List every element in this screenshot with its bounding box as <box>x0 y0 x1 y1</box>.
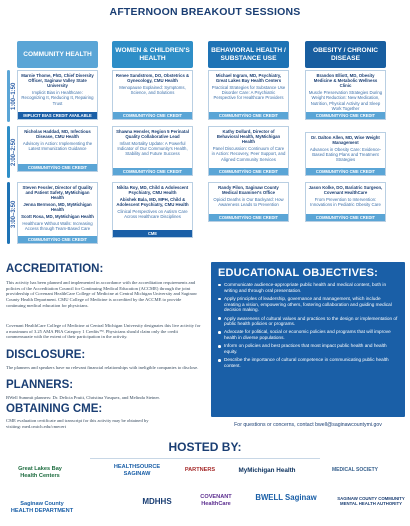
credit-badge: COMMUNITY/NO CME CREDIT <box>306 214 385 221</box>
credit-badge: COMMUNITY/NO CME CREDIT <box>18 236 97 243</box>
credit-badge: COMMUNITY/NO CME CREDIT <box>306 168 385 175</box>
mdhhs-logo: MDHHS <box>142 496 172 506</box>
category-behavioral-health: BEHAVIORAL HEALTH / SUBSTANCE USE <box>208 41 289 68</box>
divider <box>90 458 320 459</box>
obtaining-cme-heading: OBTAINING CME: <box>6 403 103 415</box>
session-title: Menopause Explained: Symptoms, Science, and Solutions <box>119 84 186 96</box>
great-lakes-bay-logo: Great Lakes Bay Health Centers <box>18 466 62 479</box>
time-track-3 <box>7 182 10 244</box>
session-title: Clinical Perspectives on Autism Care Across Healthcare Disciplines <box>117 208 188 220</box>
saginaw-cmh-logo: SAGINAW COUNTY COMMUNITY MENTAL HEALTH AUTHORITY <box>337 495 405 506</box>
session-card <box>305 182 386 222</box>
medical-society-logo: MEDICAL SOCIETY <box>331 466 379 473</box>
category-obesity-chronic: OBESITY / CHRONIC DISEASE <box>305 41 386 68</box>
session-speaker: Dr. Dalton Allen, MD, Wise Weight Management <box>311 135 380 146</box>
session-speaker: Steven Fessler, Director of Quality and Patient Safety, MyMichigan Health <box>22 185 93 201</box>
credit-badge: COMMUNITY/NO CME CREDIT <box>113 168 192 175</box>
educational-objectives-box <box>211 262 405 417</box>
session-title: From Prevention to Intervention: Innovations in Pediatric Obesity Care <box>310 196 381 208</box>
category-womens-childrens-health: WOMEN & CHILDREN'S HEALTH <box>112 41 193 68</box>
session-speaker: Nikita Roy, MD, Child & Adolescent Psychiatry, CMU Health <box>116 185 189 196</box>
session-title: Opioid Deaths in Our Backyard: How Awareness Leads to Prevention <box>213 196 284 208</box>
session-title: Panel Discussion: Continuum of Care in Action: Recovery, Peer Support, and Aligned Community Services <box>211 146 286 162</box>
credit-badge: IMPLICIT BIAS CREDIT AVAILABLE <box>18 112 97 119</box>
mymichigan-logo: MyMichigan Health <box>238 466 296 474</box>
time-track-2 <box>7 126 10 178</box>
objectives-heading: EDUCATIONAL OBJECTIVES: <box>218 267 379 279</box>
obtaining-cme-text: CME evaluation certificate and transcript for this activity may be obtained by visiting: med.cmich.edu/cmecert <box>6 418 149 429</box>
objective-item: Inform on policies and best practices that most impact public health and health equity. <box>218 343 398 355</box>
partners-logo: PARTNERS <box>184 466 216 473</box>
time-track-1 <box>7 70 10 122</box>
time-label-1: 1:00–1:50 <box>11 82 17 110</box>
time-label-2: 2:00–2:50 <box>11 138 17 166</box>
session-speaker: Jason Kolke, DO, Bariatric Surgeon, Covenant HealthCare <box>308 185 383 196</box>
session-speaker: Kathy Dollard, Director of Behavioral Health, MyMichigan Health <box>216 129 281 145</box>
disclosure-text: The planners and speakers have no relevant financial relationships with ineligible companies to disclose. <box>6 365 199 370</box>
disclosure-heading: DISCLOSURE: <box>6 349 86 361</box>
session-title: Healthcare Without Walls: Increasing Access through Team-Based Care <box>22 220 93 231</box>
healthsource-logo: HEALTHSOURCE SAGINAW <box>113 464 161 477</box>
session-speaker: Abishek Bala, MD, MPH, Child & Adolescent Psychiatry, CMU Health <box>116 196 189 208</box>
session-speaker: Michael Ingram, MD, Psychiatry, Great Lakes Bay Health Centers <box>215 73 282 84</box>
session-card <box>305 70 386 120</box>
hosted-by-heading: HOSTED BY: <box>168 440 242 454</box>
saginaw-county-health-logo: Saginaw County HEALTH DEPARTMENT <box>10 501 74 514</box>
credit-badge: COMMUNITY/NO CME CREDIT <box>113 112 192 119</box>
credit-badge: COMMUNITY/NO CME CREDIT <box>209 168 288 175</box>
accreditation-text: This activity has been planned and implemented in accordance with the accreditation requirements and policies of the Accreditation Council for Continuing Medical Education (ACCME) through the joint providership of Covenant HealthCare College of Medicine at Central Michigan University and Saginaw County Health Department. CMU College of Medicine is accredited by the ACCME to provide continuing medical education for physicians. <box>6 280 198 308</box>
session-card <box>112 182 193 238</box>
session-speaker: Nicholas Haddad, MD, Infectious Disease, CMU Health <box>24 129 91 140</box>
credit-badge: COMMUNITY/NO CME CREDIT <box>209 214 288 221</box>
session-speaker: Scott Rosa, MD, MyMichigan Health <box>21 214 94 220</box>
time-label-3: 3:00–3:50 <box>11 200 17 228</box>
page-title: AFTERNOON BREAKOUT SESSIONS <box>109 6 301 18</box>
credit-badge: COMMUNITY/NO CME CREDIT <box>209 112 288 119</box>
credit-badge: CME <box>113 230 192 237</box>
accreditation-credit-text: Covenant HealthCare College of Medicine at Central Michigan University designates this live activity for a maximum of 3.25 AMA PRA Category 1 Credits™. Physicians should claim only the credit commensurate with the extent of their participation in the activity. <box>6 323 201 340</box>
session-card <box>305 132 386 176</box>
credit-badge: COMMUNITY/NO CME CREDIT <box>18 164 97 171</box>
bwell-saginaw-logo: BWELL Saginaw <box>255 492 317 502</box>
session-title: Muscle Preservation Strategies During Weight Reduction: New Medication, Nutrition, Physical Activity and Sleep Work Together <box>308 90 383 111</box>
objective-item: Apply principles of leadership, governance and management, which include creating a vision, empowering others, fostering collaboration and guiding medical decision making. <box>218 296 398 313</box>
contact-line[interactable]: For questions or concerns, contact bwell@saginawcountymi.gov <box>234 422 382 428</box>
objective-item: Describe the importance of cultural competence in communicating public health content. <box>218 357 398 369</box>
session-title: Implicit Bias in Healthcare: Recognizing It, Reducing It, Repairing Trust <box>21 90 94 106</box>
session-title: Advisory in Action: Implementing the Latest Immunization Guidance <box>22 140 93 152</box>
session-card <box>17 70 98 120</box>
category-community-health: COMMUNITY HEALTH <box>17 41 98 68</box>
session-speaker: Shawna Hensler, Region 5 Perinatal Quality Collaborative Lead <box>116 129 189 140</box>
session-speaker: Jenna Bermson, MD, MyMichigan Health <box>23 202 92 213</box>
session-speaker: Brandon Elliott, MD, Obesity Medicine & Metabolic Wellness Clinic <box>313 73 378 89</box>
credit-badge: COMMUNITY/NO CME CREDIT <box>306 112 385 119</box>
session-card <box>208 182 289 222</box>
objective-item: Communicate audience-appropriate public health and medical content, both in writing and through oral presentation. <box>218 282 398 294</box>
objectives-list <box>218 282 398 369</box>
session-title: Infant Mortality Update: A Powerful Indicator of Our Community's Health, Stability and Future Success <box>117 140 188 157</box>
session-title: Practical Strategies for Substance Use Disorder Care: A Psychiatric Perspective for Healthcare Providers <box>211 84 286 101</box>
session-card <box>208 126 289 176</box>
objective-item: Advocate for political, social or economic policies and programs that will improve health in diverse populations. <box>218 329 398 341</box>
covenant-logo: COVENANT HealthCare <box>200 494 232 507</box>
session-card <box>17 182 98 244</box>
planners-heading: PLANNERS: <box>6 379 74 391</box>
objective-item: Apply awareness of cultural values and practices to the design or implementation of public health policies or programs. <box>218 316 398 328</box>
accreditation-heading: ACCREDITATION: <box>6 263 104 275</box>
session-speaker: Marnie Thome, PhD, Chief Diversity Officer, Saginaw Valley State University <box>21 73 94 89</box>
session-card <box>17 126 98 172</box>
session-card <box>112 126 193 176</box>
session-speaker: Renee Sandstrom, DO, Obstetrics & Gynecology, CMU Health <box>115 73 190 84</box>
session-speaker: Randy Pilon, Saginaw County Medical Examiner's Office <box>218 185 279 196</box>
session-card <box>208 70 289 120</box>
session-card <box>112 70 193 120</box>
session-title: Advances in Obesity Care: Evidence-Based Eating Plans and Treatment Strategies <box>309 146 382 163</box>
planners-text: BWell Summit planners: Dr. Delicia Pruitt, Christina Vasquez, and Melinda Steiner. <box>6 395 160 400</box>
